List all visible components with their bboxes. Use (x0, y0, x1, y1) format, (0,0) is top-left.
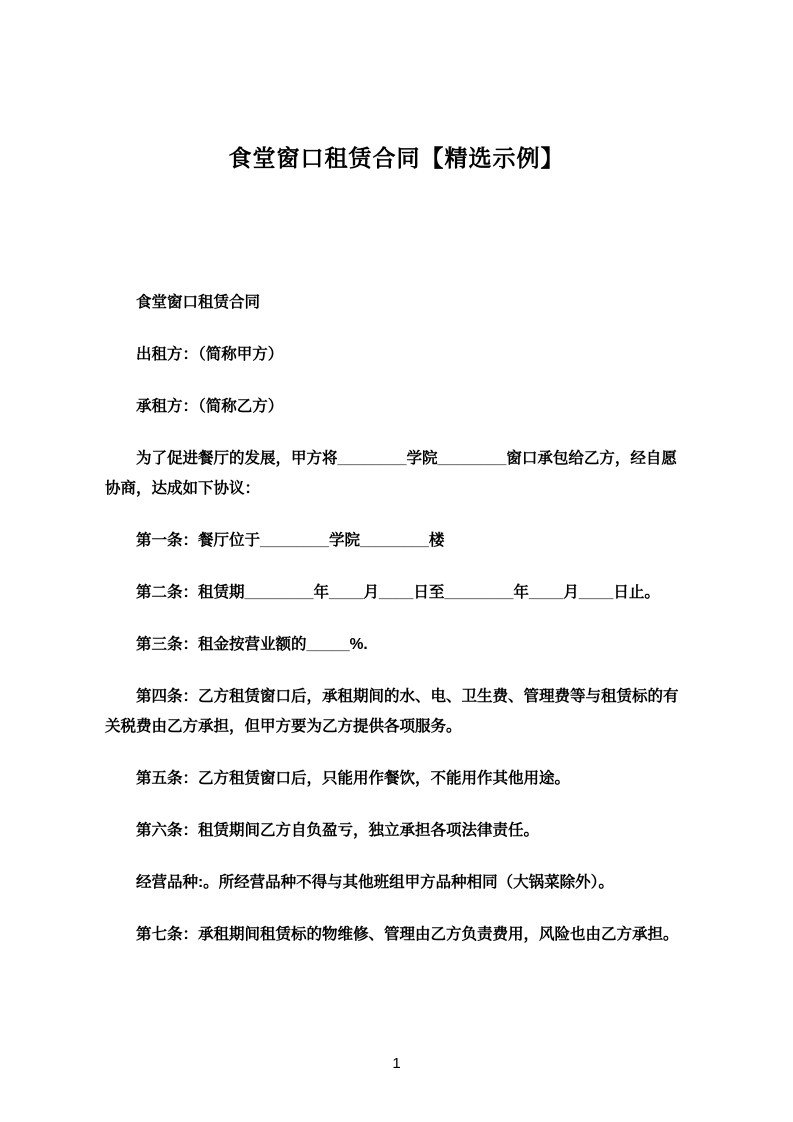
paragraph-clause-7: 第七条：承租期间租赁标的物维修、管理由乙方负责费用，风险也由乙方承担。 (136, 926, 679, 943)
paragraph-lessee: 承租方：（简称乙方） (136, 398, 284, 415)
paragraph-clause-4: 第四条：乙方租赁窗口后，承租期间的水、电、卫生费、管理费等与租赁标的有关税费由乙方承担，但甲方要为乙方提供各项服务。 (105, 688, 679, 735)
page-number: 1 (392, 1055, 401, 1072)
document-title: 食堂窗口租赁合同【精选示例】 (228, 145, 565, 171)
paragraph-preamble: 为了促进餐厅的发展，甲方将________学院________窗口承包给乙方，经自愿协商，达成如下协议： (105, 450, 677, 497)
paragraph-business-items: 经营品种:。所经营品种不得与其他班组甲方品种相同（大锅菜除外）。 (136, 874, 614, 891)
paragraph-clause-1: 第一条：餐厅位于________学院________楼 (136, 532, 445, 549)
paragraph-lessor: 出租方：（简称甲方） (136, 346, 284, 363)
paragraph-clause-3: 第三条：租金按营业额的_____%. (136, 636, 368, 653)
paragraph-clause-6: 第六条：租赁期间乙方自负盈亏，独立承担各项法律责任。 (136, 822, 540, 839)
paragraph-contract-heading: 食堂窗口租赁合同 (136, 294, 261, 311)
paragraph-clause-2: 第二条：租赁期________年____月____日至________年____月____日止。 (136, 584, 660, 601)
document-body (105, 288, 691, 972)
paragraph-clause-5: 第五条：乙方租赁窗口后，只能用作餐饮，不能用作其他用途。 (136, 770, 571, 787)
